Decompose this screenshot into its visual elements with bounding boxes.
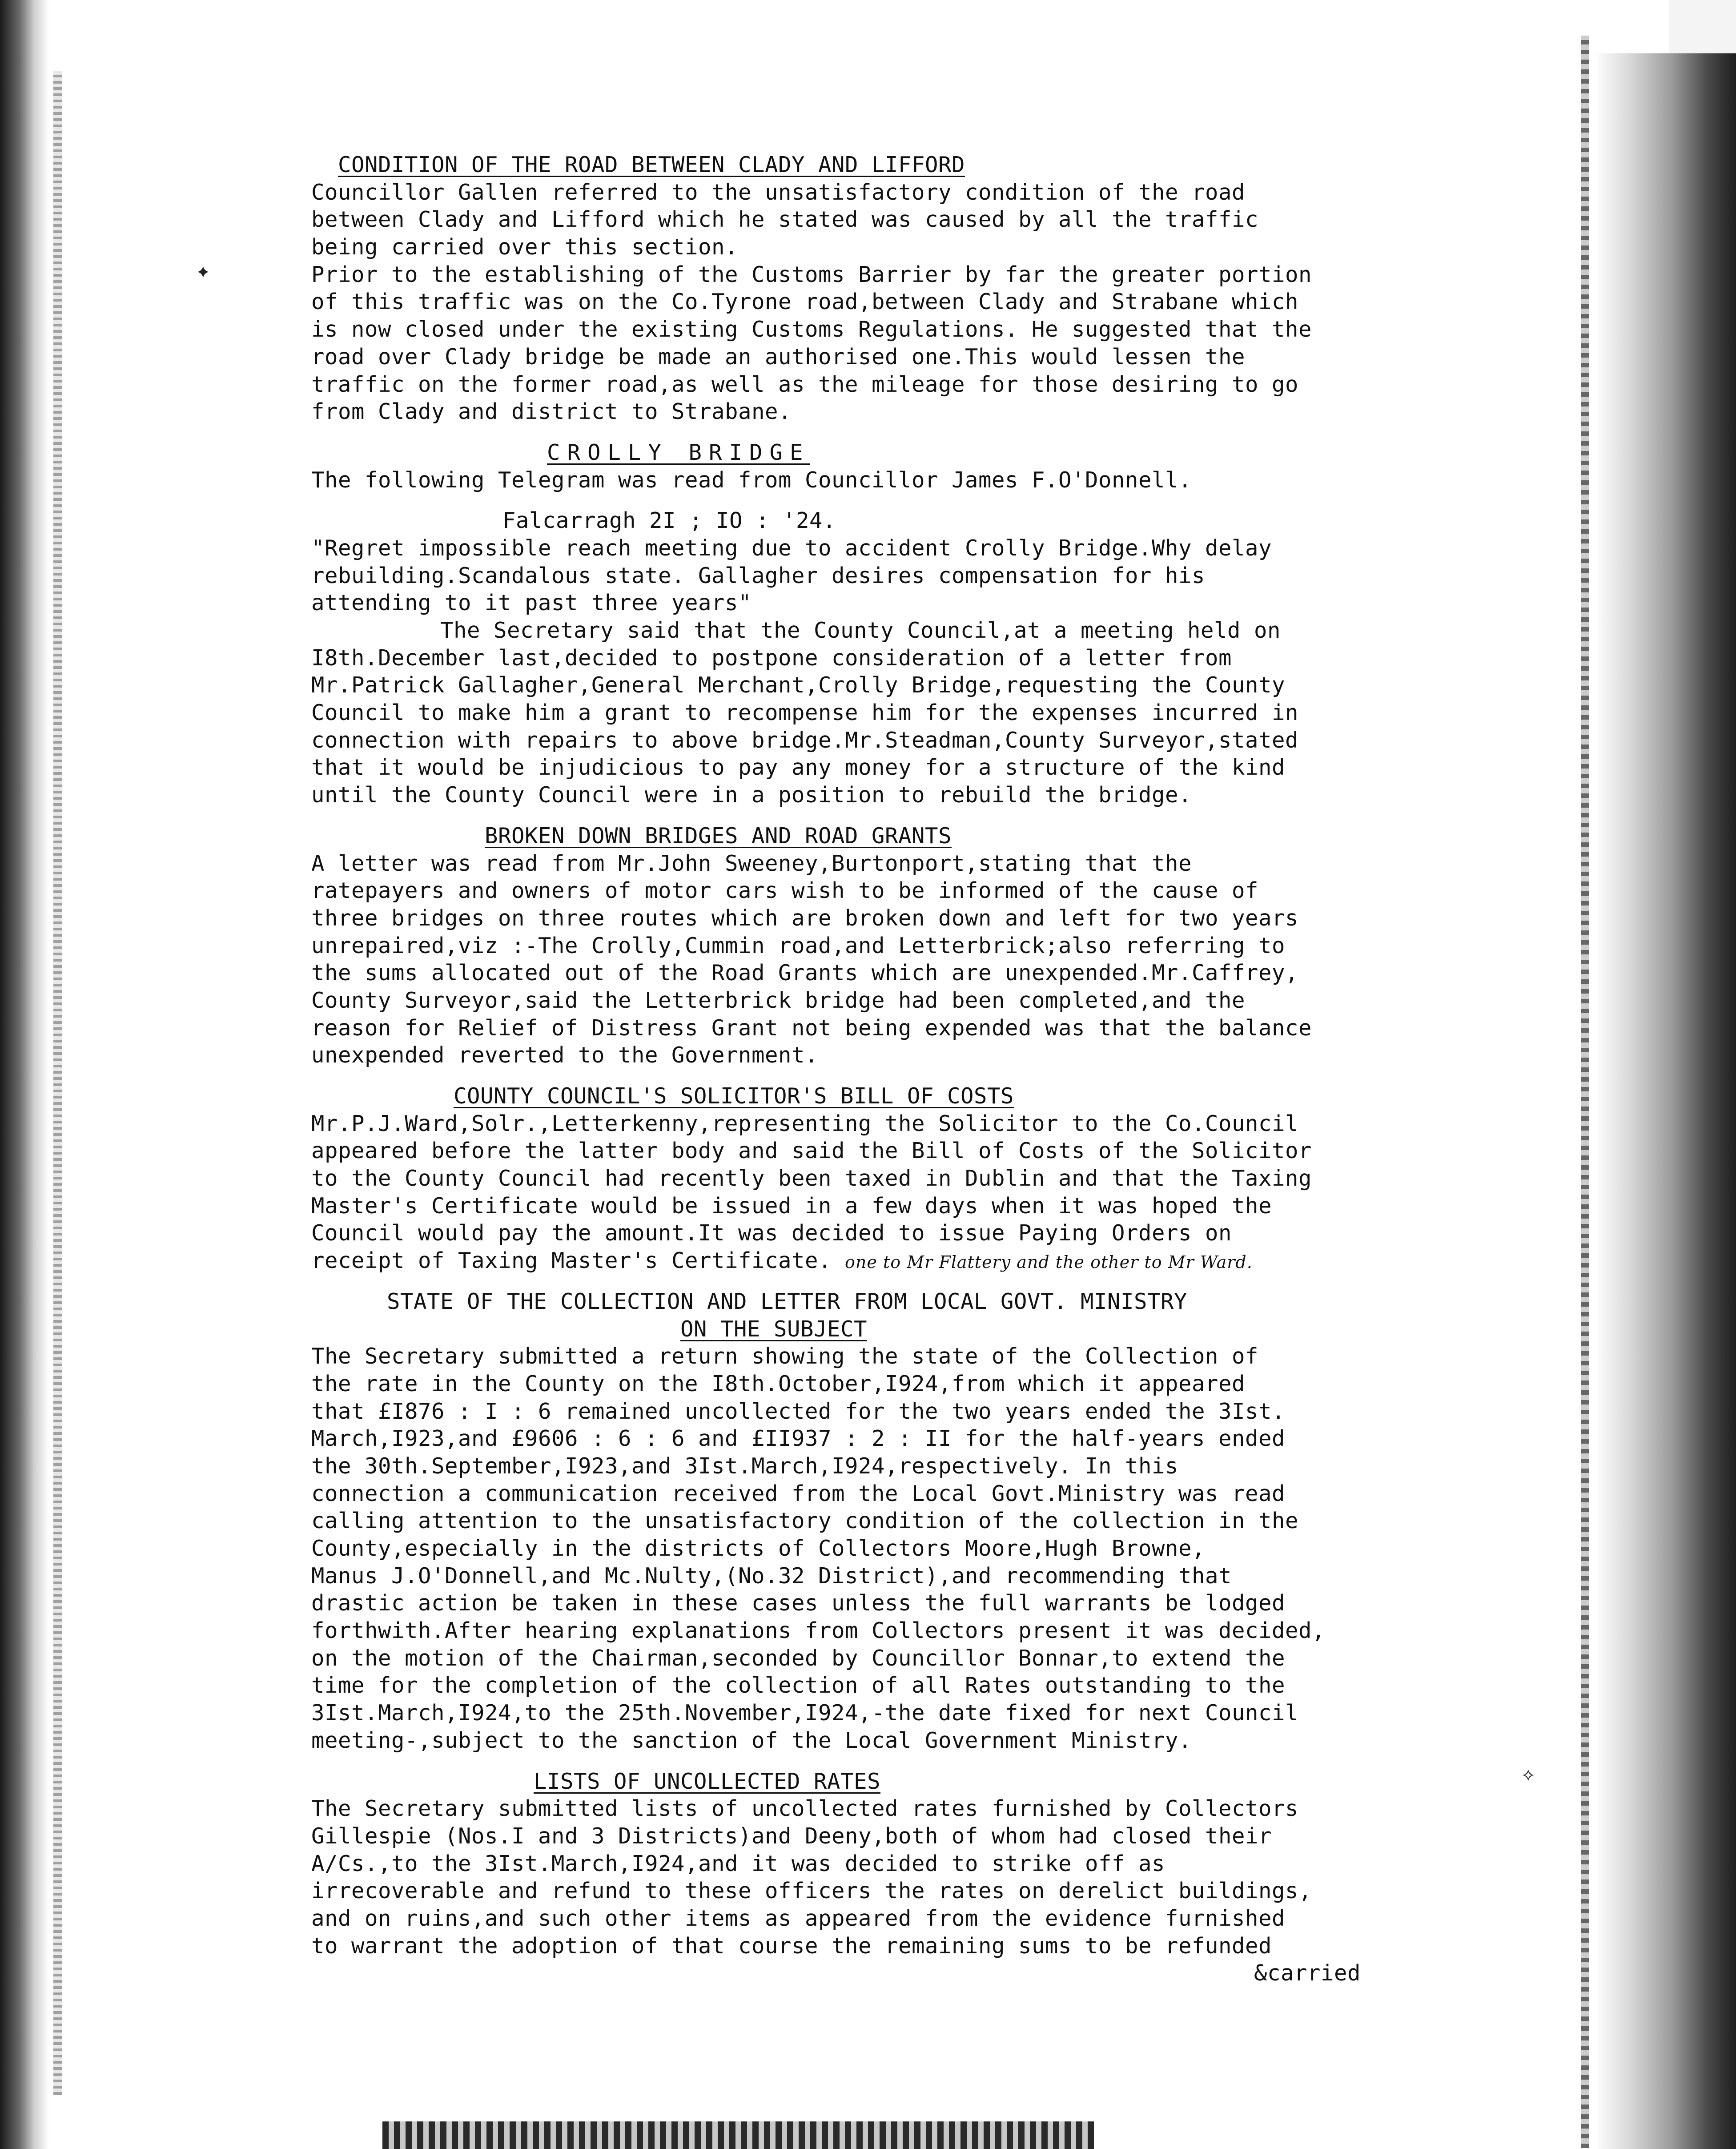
text-line: Councillor Gallen referred to the unsatisfactory condition of the road [311, 179, 1246, 205]
text-line: ratepayers and owners of motor cars wish to be informed of the cause of [311, 878, 1259, 904]
text-line: Mr.P.J.Ward,Solr.,Letterkenny,representing the Solicitor to the Co.Council [311, 1111, 1299, 1136]
text-line: on the motion of the Chairman,seconded by Councillor Bonnar,to extend the [311, 1645, 1286, 1671]
text-line: of this traffic was on the Co.Tyrone road,between Clady and Strabane which [311, 289, 1299, 315]
text-line: being carried over this section. [311, 234, 739, 260]
section-body-solicitor [311, 1110, 1539, 1247]
margin-mark-icon: ✦ [196, 262, 211, 283]
text-line: Prior to the establishing of the Customs Barrier by far the greater portion [311, 262, 1312, 287]
text-line: connection a communication received from the Local Govt.Ministry was read [311, 1481, 1286, 1506]
text-line: forthwith.After hearing explanations from Collectors present it was decided, [311, 1618, 1326, 1644]
text-line: to warrant the adoption of that course the remaining sums to be refunded [311, 1933, 1272, 1959]
scan-left-binding [53, 71, 62, 2095]
text-line: the sums allocated out of the Road Grants which are unexpended.Mr.Caffrey, [311, 960, 1299, 986]
text-line: 3Ist.March,I924,to the 25th.November,I924,-the date fixed for next Council [311, 1700, 1299, 1726]
section-heading-solicitor: COUNTY COUNCIL'S SOLICITOR'S BILL OF COSTS [454, 1083, 1014, 1109]
text-line: three bridges on three routes which are broken down and left for two years [311, 905, 1299, 931]
text-line: traffic on the former road,as well as the mileage for those desiring to go [311, 371, 1299, 397]
text-line: and on ruins,and such other items as appeared from the evidence furnished [311, 1905, 1286, 1931]
carried-note: &carried [1254, 1960, 1361, 1986]
telegram-date: Falcarragh 2I ; IO : '24. [502, 508, 836, 534]
text-line: that £I876 : I : 6 remained uncollected for the two years ended the 3Ist. [311, 1398, 1286, 1424]
section-body-broken-bridges [311, 850, 1539, 1070]
text-line: between Clady and Lifford which he stated was caused by all the traffic [311, 207, 1259, 233]
text-line: attending to it past three years" [311, 590, 752, 616]
section-heading-collection: STATE OF THE COLLECTION AND LETTER FROM LOCAL GOVT. MINISTRY [387, 1288, 1188, 1314]
text-line: March,I923,and £9606 : 6 : 6 and £II937 : 2 : II for the half-years ended [311, 1426, 1286, 1452]
text-line: Council to make him a grant to recompense him for the expenses incurred in [311, 700, 1299, 726]
secretary-text [311, 644, 1539, 809]
secretary-first-line: The Secretary said that the County Council,at a meeting held on [440, 618, 1281, 643]
scan-left-margin [0, 0, 49, 2149]
scan-bottom-edge [382, 2121, 1094, 2149]
section-body-clady [311, 179, 1539, 426]
scan-right-binding [1581, 36, 1589, 2148]
text-line: drastic action be taken in these cases unless the full warrants be lodged [311, 1590, 1286, 1616]
scan-right-corner [1669, 0, 1736, 58]
crolly-intro: The following Telegram was read from Councillor James F.O'Donnell. [311, 467, 1192, 493]
text-line: unrepaired,viz :-The Crolly,Cummin road,and Letterbrick;also referring to [311, 933, 1286, 958]
text-line: from Clady and district to Strabane. [311, 399, 792, 425]
text-line: the 30th.September,I923,and 3Ist.March,I924,respectively. In this [311, 1453, 1179, 1479]
section-body-collection [311, 1343, 1539, 1754]
text-line: Gillespie (Nos.I and 3 Districts)and Deeny,both of whom had closed their [311, 1823, 1272, 1849]
text-line: "Regret impossible reach meeting due to accident Crolly Bridge.Why delay [311, 535, 1272, 561]
text-line: unexpended reverted to the Government. [311, 1042, 819, 1068]
text-line: time for the completion of the collection of all Rates outstanding to the [311, 1673, 1286, 1698]
document-page [311, 151, 1539, 1987]
section-heading-collection-sub: ON THE SUBJECT [680, 1316, 868, 1342]
handwritten-annotation: one to Mr Flattery and the other to Mr Ward. [845, 1252, 1253, 1272]
text-line: that it would be injudicious to pay any money for a structure of the kind [311, 755, 1286, 781]
text-line: County Surveyor,said the Letterbrick bridge had been completed,and the [311, 987, 1246, 1013]
section-body-uncollected-rates [311, 1795, 1539, 1960]
text-line: the rate in the County on the I8th.October,I924,from which it appeared [311, 1371, 1246, 1396]
text-line: The Secretary submitted a return showing the state of the Collection of [311, 1344, 1259, 1369]
text-line: meeting-,subject to the sanction of the Local Government Ministry. [311, 1727, 1192, 1753]
text-line: to the County Council had recently been taxed in Dublin and that the Taxing [311, 1166, 1312, 1191]
text-line: Manus J.O'Donnell,and Mc.Nulty,(No.32 District),and recommending that [311, 1563, 1232, 1589]
telegram-text [311, 535, 1539, 617]
text-line: Master's Certificate would be issued in a few days when it was hoped the [311, 1193, 1272, 1219]
text-line: Council would pay the amount.It was decided to issue Paying Orders on [311, 1220, 1232, 1246]
section-heading-clady: CONDITION OF THE ROAD BETWEEN CLADY AND LIFFORD [338, 152, 965, 177]
text-line: is now closed under the existing Customs Regulations. He suggested that the [311, 317, 1312, 342]
text-line: calling attention to the unsatisfactory condition of the collection in the [311, 1508, 1299, 1534]
section-heading-broken-bridges: BROKEN DOWN BRIDGES AND ROAD GRANTS [485, 823, 952, 849]
solicitor-last-line: receipt of Taxing Master's Certificate. one to Mr Flattery and the other to Mr Ward. [311, 1248, 1253, 1274]
text-line: road over Clady bridge be made an authorised one.This would lessen the [311, 344, 1246, 370]
text-line: irrecoverable and refund to these officers the rates on derelict buildings, [311, 1878, 1312, 1904]
scan-right-margin [1594, 53, 1736, 2149]
text-line: A/Cs.,to the 3Ist.March,I924,and it was decided to strike off as [311, 1851, 1165, 1876]
text-line: The Secretary submitted lists of uncollected rates furnished by Collectors [311, 1796, 1299, 1822]
text-line: connection with repairs to above bridge.Mr.Steadman,County Surveyor,stated [311, 727, 1299, 753]
section-heading-crolly: CROLLY BRIDGE [547, 439, 810, 465]
text-line: rebuilding.Scandalous state. Gallagher desires compensation for his [311, 563, 1206, 588]
section-heading-uncollected-rates: LISTS OF UNCOLLECTED RATES [534, 1768, 881, 1794]
text-line: County,especially in the districts of Collectors Moore,Hugh Browne, [311, 1536, 1206, 1561]
text-line: I8th.December last,decided to postpone consideration of a letter from [311, 645, 1232, 671]
margin-mark-icon: ✧ [1521, 1766, 1536, 1786]
text-line: appeared before the latter body and said the Bill of Costs of the Solicitor [311, 1138, 1312, 1164]
text-line: until the County Council were in a position to rebuild the bridge. [311, 782, 1192, 808]
text-line: Mr.Patrick Gallagher,General Merchant,Crolly Bridge,requesting the County [311, 672, 1286, 698]
text-line: A letter was read from Mr.John Sweeney,Burtonport,stating that the [311, 850, 1192, 876]
text-line: reason for Relief of Distress Grant not being expended was that the balance [311, 1015, 1312, 1041]
